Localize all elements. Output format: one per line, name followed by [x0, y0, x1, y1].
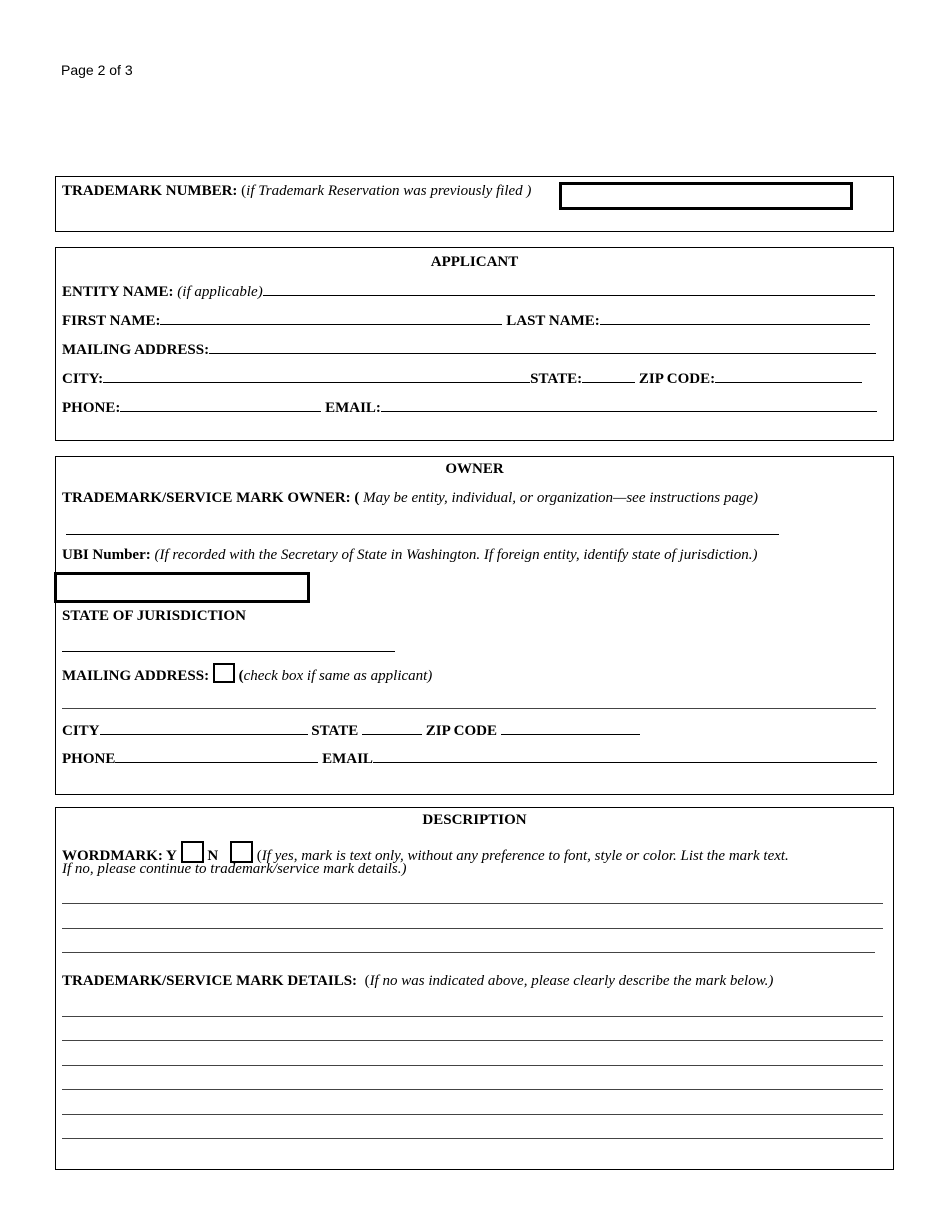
owner-mailing-row: [62, 663, 432, 685]
owner-label: TRADEMARK/SERVICE MARK OWNER: (: [62, 490, 360, 506]
applicant-phone-label: PHONE:: [62, 400, 121, 416]
wordmark-n-label: N: [207, 848, 219, 864]
wordmark-text-line-1[interactable]: [62, 903, 883, 904]
wordmark-text-line-3[interactable]: [62, 952, 875, 953]
applicant-phone-field[interactable]: [120, 399, 321, 412]
state-of-jurisdiction-row: [62, 608, 246, 625]
trademark-number-section: [55, 176, 894, 232]
applicant-email-field[interactable]: [381, 399, 877, 412]
owner-mailing-address-field[interactable]: [62, 708, 876, 709]
ubi-number-input[interactable]: [54, 572, 310, 603]
trademark-number-label: TRADEMARK NUMBER:: [62, 183, 238, 199]
entity-name-label: ENTITY NAME:: [62, 284, 174, 300]
owner-note: May be entity, individual, or organization—see instructions page): [363, 490, 758, 506]
same-as-applicant-checkbox[interactable]: [213, 663, 235, 683]
owner-email-label: EMAIL: [322, 751, 373, 767]
owner-phone-field[interactable]: [115, 750, 318, 763]
details-label: TRADEMARK/SERVICE MARK DETAILS:: [62, 973, 358, 989]
wordmark-no-checkbox[interactable]: [230, 841, 253, 863]
trademark-number-note-open: (: [241, 183, 247, 199]
owner-phone-label: PHONE: [62, 751, 116, 767]
ubi-label: UBI Number:: [62, 547, 151, 563]
details-line-4[interactable]: [62, 1089, 883, 1090]
last-name-field[interactable]: [600, 312, 870, 325]
wordmark-note-row2: [62, 861, 407, 878]
wordmark-note-line1: If yes, mark is text only, without any preference to font, style or color. List the mark text.: [261, 848, 789, 864]
applicant-mailing-address-label: MAILING ADDRESS:: [62, 342, 210, 358]
applicant-city-field[interactable]: [103, 370, 530, 383]
owner-mailing-check-open: (: [238, 668, 244, 684]
entity-name-row: [62, 283, 875, 301]
description-title: DESCRIPTION: [422, 812, 527, 828]
details-line-5[interactable]: [62, 1114, 883, 1115]
applicant-email-label: EMAIL:: [325, 400, 381, 416]
details-note: If no was indicated above, please clearly describe the mark below.): [369, 973, 774, 989]
owner-city-field[interactable]: [100, 722, 308, 735]
last-name-label: LAST NAME:: [506, 313, 600, 329]
state-of-jurisdiction-label: STATE OF JURISDICTION: [62, 608, 246, 624]
owner-city-row: [62, 722, 640, 740]
applicant-mailing-address-field[interactable]: [209, 341, 876, 354]
owner-mailing-address-label: MAILING ADDRESS:: [62, 668, 210, 684]
applicant-zip-label: ZIP CODE:: [638, 371, 716, 387]
applicant-title: APPLICANT: [430, 254, 519, 270]
entity-name-field[interactable]: [263, 283, 875, 296]
page-number: Page 2 of 3: [61, 62, 133, 78]
wordmark-yes-checkbox[interactable]: [181, 841, 204, 863]
name-row: [62, 312, 870, 330]
applicant-state-label: STATE:: [530, 371, 583, 387]
owner-mailing-check-note: check box if same as applicant): [243, 668, 433, 684]
wordmark-text-line-2[interactable]: [62, 928, 883, 929]
first-name-label: FIRST NAME:: [62, 313, 161, 329]
owner-zip-label: ZIP CODE: [425, 723, 497, 739]
owner-state-field[interactable]: [362, 722, 422, 735]
first-name-field[interactable]: [160, 312, 502, 325]
owner-row: [62, 490, 758, 507]
owner-section: [55, 456, 894, 795]
applicant-contact-row: [62, 399, 877, 417]
state-of-jurisdiction-field[interactable]: [62, 651, 395, 652]
entity-name-note: (if applicable): [177, 284, 263, 300]
description-section: [55, 807, 894, 1170]
details-note-open: (: [364, 973, 370, 989]
owner-state-label: STATE: [311, 723, 359, 739]
ubi-row: [62, 547, 757, 564]
owner-contact-row: [62, 750, 877, 768]
ubi-note: (If recorded with the Secretary of State in Washington. If foreign entity, identify state of jurisdiction.): [154, 547, 758, 563]
applicant-state-field[interactable]: [582, 370, 635, 383]
trademark-number-row: [62, 183, 531, 200]
details-row: [62, 973, 773, 990]
applicant-city-row: [62, 370, 862, 388]
owner-zip-field[interactable]: [501, 722, 640, 735]
wordmark-note-open: (: [256, 848, 262, 864]
wordmark-label: WORDMARK: Y: [62, 848, 177, 864]
owner-field[interactable]: [66, 534, 779, 535]
details-line-1[interactable]: [62, 1016, 883, 1017]
owner-title: OWNER: [445, 461, 504, 477]
trademark-number-note: if Trademark Reservation was previously filed ): [246, 183, 532, 199]
applicant-city-label: CITY:: [62, 371, 104, 387]
details-line-3[interactable]: [62, 1065, 883, 1066]
owner-email-field[interactable]: [373, 750, 877, 763]
details-line-6[interactable]: [62, 1138, 883, 1139]
trademark-number-input[interactable]: [559, 182, 853, 210]
wordmark-note-line2: If no, please continue to trademark/service mark details.): [62, 861, 407, 877]
applicant-zip-field[interactable]: [715, 370, 862, 383]
applicant-section: [55, 247, 894, 441]
details-line-2[interactable]: [62, 1040, 883, 1041]
owner-city-label: CITY: [62, 723, 100, 739]
applicant-mailing-row: [62, 341, 876, 359]
